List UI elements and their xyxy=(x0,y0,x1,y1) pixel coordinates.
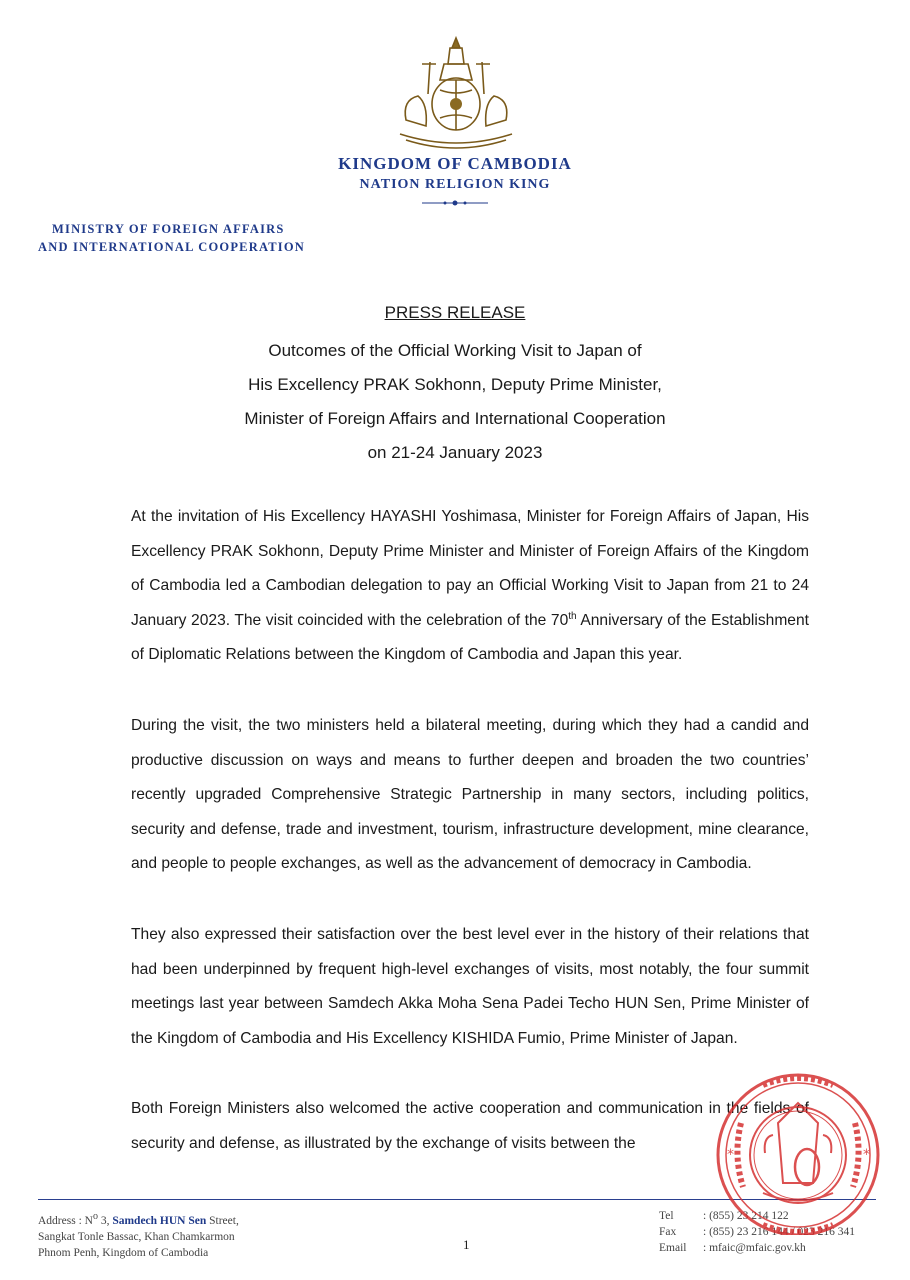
body-paragraph-4: Both Foreign Ministers also welcomed the active cooperation and communication in the fields of security and defense, as illustrated by the exchange of visits between the xyxy=(131,1100,810,1152)
ministry-name-line2: AND INTERNATIONAL COOPERATION xyxy=(38,240,306,254)
title-line-4: on 21-24 January 2023 xyxy=(367,443,543,462)
document-type-label: PRESS RELEASE xyxy=(384,303,526,322)
country-name: KINGDOM OF CAMBODIA xyxy=(338,154,572,173)
ministry-name-line1: MINISTRY OF FOREIGN AFFAIRS xyxy=(52,222,285,236)
svg-text:*: * xyxy=(727,1147,734,1163)
body-paragraph-1: At the invitation of His Excellency HAYASHI Yoshimasa, Minister for Foreign Affairs of Japan, His Excellency PRAK Sokhonn, Deputy Prime Minister and Minister of Foreign Affairs of the Kingdom of Cambodia led a Cambodian delegation to pay an Official Working Visit to Japan from 21 to 24 January 2023. The visit coincided with the celebration of the 70th Anniversary of the Establishment of Diplomatic Relations between the Kingdom of Cambodia and Japan this year. xyxy=(131,508,810,663)
email-link[interactable]: : mfaic@mfaic.gov.kh xyxy=(703,1242,806,1254)
svg-text:*: * xyxy=(863,1147,870,1163)
footer-contact: Tel : (855) 23 214 122 Fax : (855) 23 216 144 / 023 216 341 Email : mfaic@mfaic.gov.kh xyxy=(659,1210,856,1254)
body-paragraph-2: During the visit, the two ministers held a bilateral meeting, during which they had a candid and productive discussion on ways and means to further deepen and broaden the two countries’ recently upgraded Comprehensive Strategic Partnership in many sectors, including politics, security and defense, trade and investment, tourism, infrastructure development, mine clearance, and people to people exchanges, as well as the advancement of democracy in Cambodia. xyxy=(131,717,810,872)
title-line-2: His Excellency PRAK Sokhonn, Deputy Prime Minister, xyxy=(248,375,662,394)
royal-coat-of-arms-icon xyxy=(392,34,520,152)
page-number: 1 xyxy=(463,1237,470,1252)
official-seal-stamp-icon xyxy=(703,1063,893,1235)
title-line-3: Minister of Foreign Affairs and International Cooperation xyxy=(244,409,666,428)
body-paragraph-3: They also expressed their satisfaction over the best level ever in the history of their relations that had been underpinned by frequent high-level exchanges of visits, most notably, the four summit meetings last year between Samdech Akka Moha Sena Padei Techo HUN Sen, Prime Minister of the Kingdom of Cambodia and His Excellency KISHIDA Fumio, Prime Minister of Japan. xyxy=(131,926,809,1047)
title-line-1: Outcomes of the Official Working Visit to Japan of xyxy=(268,341,642,360)
national-motto: NATION RELIGION KING xyxy=(359,177,551,192)
footer-address: Address : No 3, Samdech HUN Sen Street, Sangkat Tonle Bassac, Khan Chamkarmon Phnom Penh, Kingdom of Cambodia xyxy=(38,1211,239,1259)
ornament-divider-icon xyxy=(420,198,490,208)
